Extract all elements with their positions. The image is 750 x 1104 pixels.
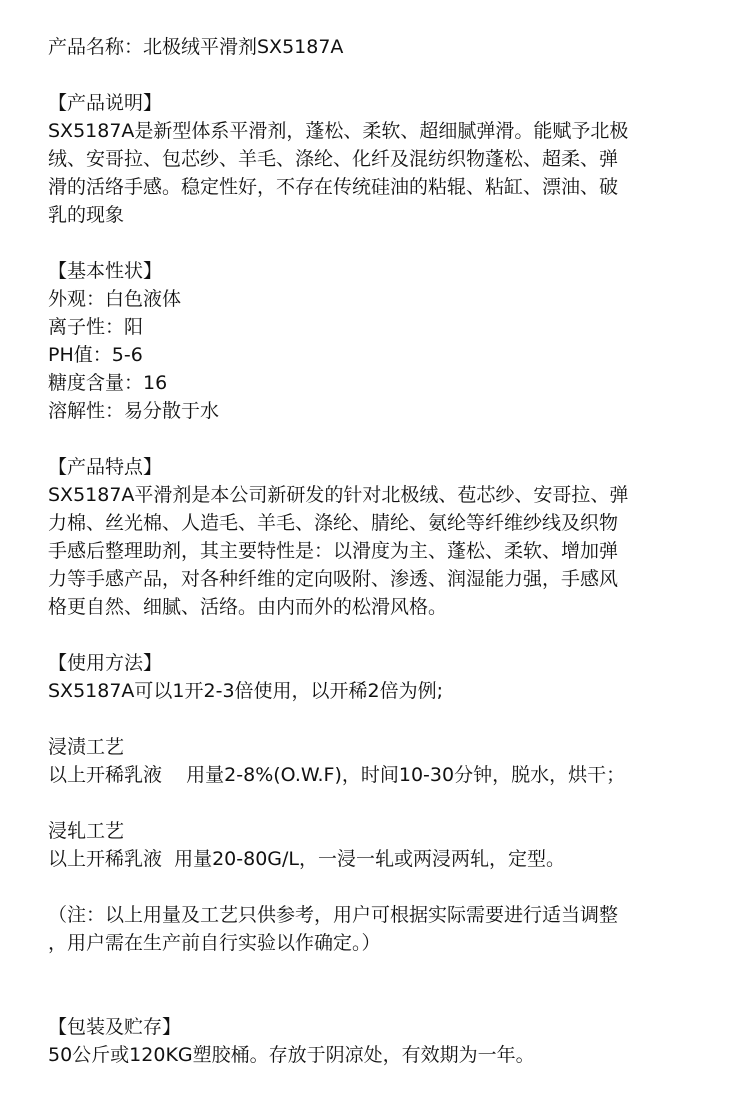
features-line: 力等手感产品，对各种纤维的定向吸附、渗透、润湿能力强，手感风 <box>48 568 619 590</box>
property-solubility: 溶解性：易分散于水 <box>48 400 220 422</box>
property-ph: PH值：5-6 <box>48 344 143 366</box>
product-name: 产品名称：北极绒平滑剂SX5187A <box>48 36 344 58</box>
packaging-heading: 【包装及贮存】 <box>48 1016 182 1038</box>
note-line: ，用户需在生产前自行实验以作确定。） <box>48 932 381 954</box>
packaging-detail: 50公斤或120KG塑胶桶。存放于阴凉处，有效期为一年。 <box>48 1044 535 1066</box>
features-line: 手感后整理助剂，其主要特性是：以滑度为主、蓬松、柔软、增加弹 <box>48 540 619 562</box>
description-line: 滑的活络手感。稳定性好，不存在传统硅油的粘辊、粘缸、漂油、破 <box>48 176 619 198</box>
usage-intro: SX5187A可以1开2-3倍使用，以开稀2倍为例; <box>48 680 444 702</box>
description-line: 乳的现象 <box>48 204 125 226</box>
property-solid-content: 糖度含量：16 <box>48 372 168 394</box>
description-heading: 【产品说明】 <box>48 92 163 114</box>
properties-heading: 【基本性状】 <box>48 260 163 282</box>
features-line: 力棉、丝光棉、人造毛、羊毛、涤纶、腈纶、氨纶等纤维纱线及织物 <box>48 512 619 534</box>
features-line: 格更自然、细腻、活络。由内而外的松滑风格。 <box>48 596 448 618</box>
description-line: SX5187A是新型体系平滑剂，蓬松、柔软、超细腻弹滑。能赋予北极 <box>48 120 629 142</box>
note-line: （注：以上用量及工艺只供参考，用户可根据实际需要进行适当调整 <box>48 904 619 926</box>
dipping-process-detail: 以上开稀乳液 用量2-8%(O.W.F)，时间10-30分钟，脱水，烘干； <box>48 764 626 786</box>
dipping-process-title: 浸渍工艺 <box>48 736 125 758</box>
property-appearance: 外观：白色液体 <box>48 288 182 310</box>
features-line: SX5187A平滑剂是本公司新研发的针对北极绒、苞芯纱、安哥拉、弹 <box>48 484 629 506</box>
property-ionic: 离子性：阳 <box>48 316 144 338</box>
padding-process-detail: 以上开稀乳液 用量20-80G/L，一浸一轧或两浸两轧，定型。 <box>48 848 565 870</box>
padding-process-title: 浸轧工艺 <box>48 820 125 842</box>
features-heading: 【产品特点】 <box>48 456 163 478</box>
description-line: 绒、安哥拉、包芯纱、羊毛、涤纶、化纤及混纺织物蓬松、超柔、弹 <box>48 148 619 170</box>
usage-heading: 【使用方法】 <box>48 652 163 674</box>
